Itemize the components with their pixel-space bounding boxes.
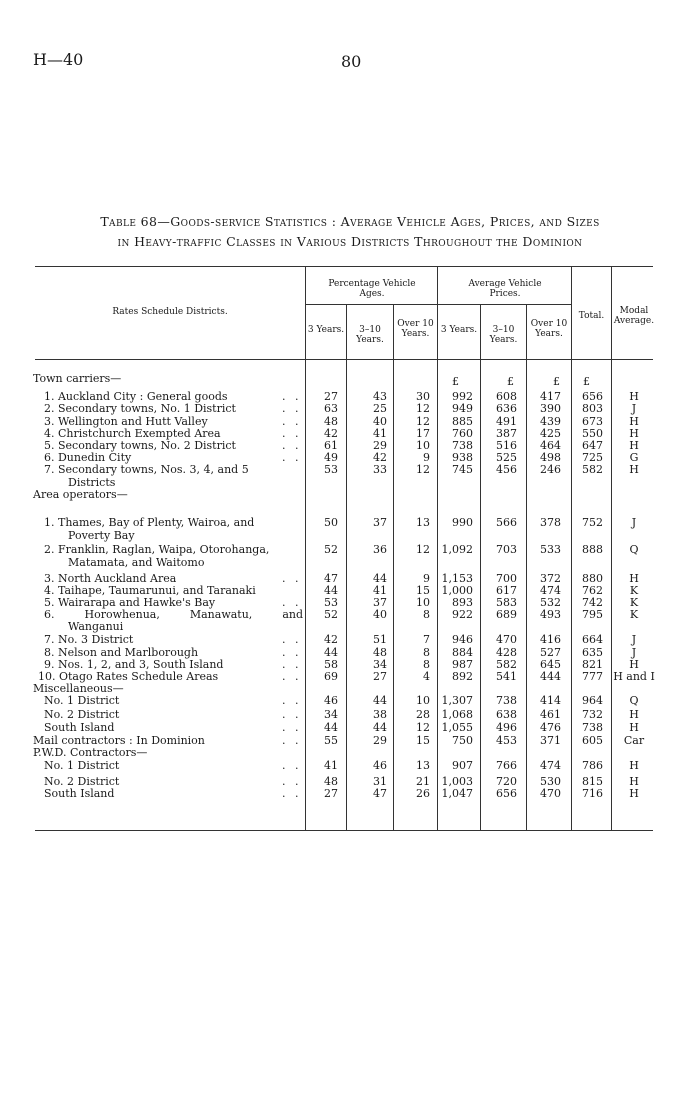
cell-a10: 10 — [416, 694, 430, 707]
cell-modal: H and I — [613, 670, 655, 683]
page-id: H—40 — [33, 50, 84, 69]
cell-total: 786 — [582, 759, 603, 772]
cell-p10: 439 — [540, 415, 561, 428]
cell-total: 664 — [582, 633, 603, 646]
cell-a3: 44 — [324, 646, 338, 659]
cell-p3: 1,068 — [441, 708, 473, 721]
cell-p3: 892 — [452, 670, 473, 683]
cell-p10: 371 — [540, 734, 561, 747]
leader-dots: . . — [282, 734, 302, 747]
leader-dots: . . — [282, 708, 302, 721]
leader-dots: . . — [282, 694, 302, 707]
cell-p310: 656 — [496, 787, 517, 800]
leader-dots: . . — [282, 390, 302, 403]
cell-total: 815 — [582, 775, 603, 788]
row-label: 1. Auckland City : General goods — [44, 390, 228, 403]
row-label: Wanganui — [68, 620, 124, 633]
row-label: 5. Secondary towns, No. 2 District — [44, 439, 236, 452]
cell-a3: 27 — [324, 390, 338, 403]
cell-a10: 8 — [423, 646, 430, 659]
cell-total: 716 — [582, 787, 603, 800]
cell-p10: 474 — [540, 759, 561, 772]
cell-a10: 10 — [416, 439, 430, 452]
cell-a3: 46 — [324, 694, 338, 707]
cell-p10: 416 — [540, 633, 561, 646]
cell-a310: 46 — [373, 759, 387, 772]
row-label: 3. Wellington and Hutt Valley — [44, 415, 208, 428]
cell-p310: 700 — [496, 572, 517, 585]
cell-p3: 1,000 — [441, 584, 473, 597]
row-label: 7. No. 3 District — [44, 633, 134, 646]
cell-p3: 987 — [452, 658, 473, 671]
cell-p310: 608 — [496, 390, 517, 403]
cell-modal: K — [629, 608, 639, 621]
row-label: No. 2 District — [44, 708, 120, 721]
cell-modal: J — [631, 633, 637, 646]
cell-a3: 48 — [324, 415, 338, 428]
cell-p310: 689 — [496, 608, 517, 621]
cell-a10: 7 — [423, 633, 430, 646]
cell-total: 635 — [582, 646, 603, 659]
cell-p310: 617 — [496, 584, 517, 597]
cell-modal: H — [629, 721, 639, 734]
cell-p3: 745 — [452, 463, 473, 476]
table-bottom-rule — [35, 830, 653, 831]
cell-total: 752 — [582, 516, 603, 529]
cell-modal: H — [629, 658, 639, 671]
cell-a10: 4 — [423, 670, 430, 683]
cell-a310: 48 — [373, 646, 387, 659]
cell-total: 732 — [582, 708, 603, 721]
cell-a310: 44 — [373, 694, 387, 707]
row-label: Districts — [68, 476, 116, 489]
row-label: 6. Dunedin City — [44, 451, 132, 464]
cell-p10: 532 — [540, 596, 561, 609]
row-label: 10. Otago Rates Schedule Areas — [38, 670, 219, 683]
cell-a310: 41 — [373, 584, 387, 597]
cell-p3: 1,092 — [441, 543, 473, 556]
cell-p10: 474 — [540, 584, 561, 597]
leader-dots: . . — [282, 721, 302, 734]
cell-a3: 63 — [324, 402, 338, 415]
leader-dots: . . — [282, 439, 302, 452]
currency-prices-over-10: £ — [553, 375, 560, 388]
cell-a10: 12 — [416, 402, 430, 415]
cell-a10: 12 — [416, 721, 430, 734]
cell-a3: 41 — [324, 759, 338, 772]
cell-a310: 27 — [373, 670, 387, 683]
cell-p10: 498 — [540, 451, 561, 464]
cell-a310: 51 — [373, 633, 387, 646]
leader-dots: . . — [282, 775, 302, 788]
row-label: 9. Nos. 1, 2, and 3, South Island — [44, 658, 224, 671]
cell-p310: 703 — [496, 543, 517, 556]
leader-dots: . . — [282, 787, 302, 800]
leader-dots: . . — [282, 759, 302, 772]
header-total: Total. — [578, 311, 605, 321]
cell-a10: 9 — [423, 572, 430, 585]
col-divider — [393, 305, 394, 830]
leader-dots: . . — [282, 402, 302, 415]
cell-modal: H — [629, 775, 639, 788]
cell-a10: 15 — [416, 584, 430, 597]
cell-a10: 26 — [416, 787, 430, 800]
cell-p310: 387 — [496, 427, 517, 440]
row-label: Matamata, and Waitomo — [68, 556, 205, 569]
cell-a10: 21 — [416, 775, 430, 788]
cell-total: 605 — [582, 734, 603, 747]
cell-a10: 15 — [416, 734, 430, 747]
group-header-rule — [305, 304, 571, 305]
cell-modal: H — [629, 415, 639, 428]
cell-a310: 37 — [373, 516, 387, 529]
table-caption — [30, 212, 670, 252]
cell-modal: H — [629, 759, 639, 772]
cell-p310: 453 — [496, 734, 517, 747]
cell-p310: 496 — [496, 721, 517, 734]
cell-a10: 30 — [416, 390, 430, 403]
col-divider — [346, 305, 347, 830]
cell-p310: 566 — [496, 516, 517, 529]
cell-a310: 47 — [373, 787, 387, 800]
cell-modal: H — [629, 708, 639, 721]
cell-a310: 44 — [373, 721, 387, 734]
cell-a310: 33 — [373, 463, 387, 476]
currency-prices-3: £ — [452, 375, 459, 388]
cell-total: 725 — [582, 451, 603, 464]
cell-total: 762 — [582, 584, 603, 597]
cell-a3: 47 — [324, 572, 338, 585]
cell-a10: 12 — [416, 415, 430, 428]
cell-modal: H — [629, 427, 639, 440]
cell-p10: 527 — [540, 646, 561, 659]
cell-modal: J — [631, 516, 637, 529]
cell-a310: 31 — [373, 775, 387, 788]
cell-p3: 992 — [452, 390, 473, 403]
cell-total: 550 — [582, 427, 603, 440]
row-label: No. 1 District — [44, 759, 120, 772]
cell-a10: 10 — [416, 596, 430, 609]
row-label: 4. Taihape, Taumarunui, and Taranaki — [44, 584, 256, 597]
cell-a3: 44 — [324, 584, 338, 597]
cell-a10: 13 — [416, 516, 430, 529]
cell-modal: J — [631, 646, 637, 659]
cell-p3: 1,003 — [441, 775, 473, 788]
cell-p10: 246 — [540, 463, 561, 476]
caption-line-2: in Heavy-traffic Classes in Various Districts Throughout the Dominion — [117, 234, 583, 249]
cell-p10: 530 — [540, 775, 561, 788]
cell-p310: 541 — [496, 670, 517, 683]
row-label: 3. North Auckland Area — [44, 572, 177, 585]
cell-total: 803 — [582, 402, 603, 415]
cell-modal: H — [629, 572, 639, 585]
row-label: 5. Wairarapa and Hawke's Bay — [44, 596, 216, 609]
cell-a3: 44 — [324, 721, 338, 734]
row-label: 6. Horowhenua, Manawatu, and — [44, 608, 303, 621]
cell-modal: K — [629, 584, 639, 597]
leader-dots: . . — [282, 658, 302, 671]
cell-p310: 720 — [496, 775, 517, 788]
cell-total: 821 — [582, 658, 603, 671]
header-prices-3-10: 3–10 Years. — [489, 325, 518, 345]
cell-modal: K — [629, 596, 639, 609]
leader-dots: . . — [282, 415, 302, 428]
row-label: Poverty Bay — [68, 529, 135, 542]
cell-a3: 53 — [324, 463, 338, 476]
cell-a3: 42 — [324, 633, 338, 646]
cell-total: 795 — [582, 608, 603, 621]
cell-a3: 53 — [324, 596, 338, 609]
page-number: 80 — [341, 52, 362, 71]
caption-line-1: Table 68—Goods-service Statistics : Average Vehicle Ages, Prices, and Sizes — [100, 214, 600, 229]
header-ages-3-10: 3–10 Years. — [356, 325, 384, 345]
cell-p3: 938 — [452, 451, 473, 464]
cell-modal: J — [631, 402, 637, 415]
cell-a310: 43 — [373, 390, 387, 403]
cell-p3: 1,055 — [441, 721, 473, 734]
cell-a310: 25 — [373, 402, 387, 415]
cell-modal: H — [629, 463, 639, 476]
cell-a10: 8 — [423, 658, 430, 671]
leader-dots: . . — [282, 427, 302, 440]
cell-p3: 885 — [452, 415, 473, 428]
cell-p3: 949 — [452, 402, 473, 415]
cell-total: 888 — [582, 543, 603, 556]
cell-modal: G — [629, 451, 639, 464]
cell-p3: 990 — [452, 516, 473, 529]
row-label: Mail contractors : In Dominion — [33, 734, 205, 747]
cell-p310: 636 — [496, 402, 517, 415]
cell-a310: 34 — [373, 658, 387, 671]
cell-p310: 456 — [496, 463, 517, 476]
cell-modal: Q — [629, 694, 639, 707]
cell-a3: 69 — [324, 670, 338, 683]
cell-total: 673 — [582, 415, 603, 428]
header-bottom-rule — [35, 359, 653, 360]
cell-p3: 893 — [452, 596, 473, 609]
cell-a3: 52 — [324, 608, 338, 621]
row-label: 2. Franklin, Raglan, Waipa, Otorohanga, — [44, 543, 270, 556]
cell-a310: 36 — [373, 543, 387, 556]
cell-p310: 738 — [496, 694, 517, 707]
row-label: 4. Christchurch Exempted Area — [44, 427, 221, 440]
cell-a3: 52 — [324, 543, 338, 556]
cell-total: 582 — [582, 463, 603, 476]
cell-a10: 12 — [416, 463, 430, 476]
cell-p310: 525 — [496, 451, 517, 464]
cell-p10: 372 — [540, 572, 561, 585]
header-ages-3: 3 Years. — [307, 325, 345, 335]
cell-p10: 476 — [540, 721, 561, 734]
cell-a10: 28 — [416, 708, 430, 721]
cell-p3: 738 — [452, 439, 473, 452]
cell-p3: 946 — [452, 633, 473, 646]
leader-dots: . . — [282, 633, 302, 646]
cell-total: 647 — [582, 439, 603, 452]
cell-p10: 533 — [540, 543, 561, 556]
header-ages-over-10: Over 10 Years. — [397, 319, 434, 339]
header-prices-3: 3 Years. — [440, 325, 478, 335]
cell-a310: 29 — [373, 734, 387, 747]
row-label: P.W.D. Contractors— — [33, 746, 148, 759]
cell-p310: 470 — [496, 633, 517, 646]
cell-modal: H — [629, 787, 639, 800]
cell-a10: 17 — [416, 427, 430, 440]
cell-p10: 461 — [540, 708, 561, 721]
cell-p3: 907 — [452, 759, 473, 772]
cell-a3: 55 — [324, 734, 338, 747]
cell-a310: 37 — [373, 596, 387, 609]
row-label: Town carriers— — [33, 372, 122, 385]
cell-p10: 470 — [540, 787, 561, 800]
row-label: 8. Nelson and Marlborough — [44, 646, 199, 659]
row-label: 2. Secondary towns, No. 1 District — [44, 402, 236, 415]
row-label: Miscellaneous— — [33, 682, 124, 695]
cell-p10: 390 — [540, 402, 561, 415]
cell-a310: 29 — [373, 439, 387, 452]
cell-p310: 428 — [496, 646, 517, 659]
cell-p3: 1,307 — [441, 694, 473, 707]
row-label: No. 2 District — [44, 775, 120, 788]
cell-a10: 9 — [423, 451, 430, 464]
cell-p10: 378 — [540, 516, 561, 529]
cell-p10: 464 — [540, 439, 561, 452]
cell-total: 738 — [582, 721, 603, 734]
cell-a10: 8 — [423, 608, 430, 621]
cell-a3: 48 — [324, 775, 338, 788]
cell-a310: 40 — [373, 415, 387, 428]
currency-total: £ — [583, 375, 590, 388]
cell-p310: 583 — [496, 596, 517, 609]
cell-a310: 41 — [373, 427, 387, 440]
row-label: South Island — [44, 787, 115, 800]
leader-dots: . . — [282, 670, 302, 683]
cell-a3: 50 — [324, 516, 338, 529]
cell-p3: 884 — [452, 646, 473, 659]
cell-p3: 1,047 — [441, 787, 473, 800]
cell-a3: 49 — [324, 451, 338, 464]
cell-p310: 582 — [496, 658, 517, 671]
cell-p310: 638 — [496, 708, 517, 721]
cell-p3: 760 — [452, 427, 473, 440]
cell-p310: 766 — [496, 759, 517, 772]
cell-modal: Q — [629, 543, 639, 556]
cell-a3: 61 — [324, 439, 338, 452]
cell-a10: 12 — [416, 543, 430, 556]
table-top-rule — [35, 266, 653, 267]
leader-dots: . . — [282, 572, 302, 585]
header-prices-group: Average Vehicle Prices. — [468, 279, 542, 299]
cell-p310: 491 — [496, 415, 517, 428]
cell-a3: 58 — [324, 658, 338, 671]
cell-a10: 13 — [416, 759, 430, 772]
cell-p310: 516 — [496, 439, 517, 452]
cell-a310: 40 — [373, 608, 387, 621]
row-label: No. 1 District — [44, 694, 120, 707]
cell-p10: 444 — [540, 670, 561, 683]
cell-total: 777 — [582, 670, 603, 683]
cell-modal: H — [629, 390, 639, 403]
row-label: 7. Secondary towns, Nos. 3, 4, and 5 — [44, 463, 249, 476]
header-districts: Rates Schedule Districts. — [112, 307, 228, 317]
leader-dots: . . — [282, 646, 302, 659]
currency-prices-3-10: £ — [507, 375, 514, 388]
cell-a3: 27 — [324, 787, 338, 800]
cell-p10: 414 — [540, 694, 561, 707]
cell-a310: 42 — [373, 451, 387, 464]
cell-a3: 42 — [324, 427, 338, 440]
cell-a310: 38 — [373, 708, 387, 721]
cell-a310: 44 — [373, 572, 387, 585]
header-prices-over-10: Over 10 Years. — [530, 319, 568, 339]
cell-p10: 645 — [540, 658, 561, 671]
cell-total: 742 — [582, 596, 603, 609]
leader-dots: . . — [282, 451, 302, 464]
cell-modal: H — [629, 439, 639, 452]
cell-p10: 417 — [540, 390, 561, 403]
header-modal: Modal Average. — [613, 306, 655, 326]
cell-modal: Car — [623, 734, 645, 747]
cell-p10: 425 — [540, 427, 561, 440]
row-label: South Island — [44, 721, 115, 734]
cell-total: 880 — [582, 572, 603, 585]
cell-p3: 1,153 — [441, 572, 473, 585]
cell-p3: 922 — [452, 608, 473, 621]
cell-p10: 493 — [540, 608, 561, 621]
cell-p3: 750 — [452, 734, 473, 747]
header-ages-group: Percentage Vehicle Ages. — [328, 279, 416, 299]
row-label: Area operators— — [33, 488, 128, 501]
cell-a3: 34 — [324, 708, 338, 721]
leader-dots: . . — [282, 596, 302, 609]
row-label: 1. Thames, Bay of Plenty, Wairoa, and — [44, 516, 255, 529]
cell-total: 656 — [582, 390, 603, 403]
cell-total: 964 — [582, 694, 603, 707]
